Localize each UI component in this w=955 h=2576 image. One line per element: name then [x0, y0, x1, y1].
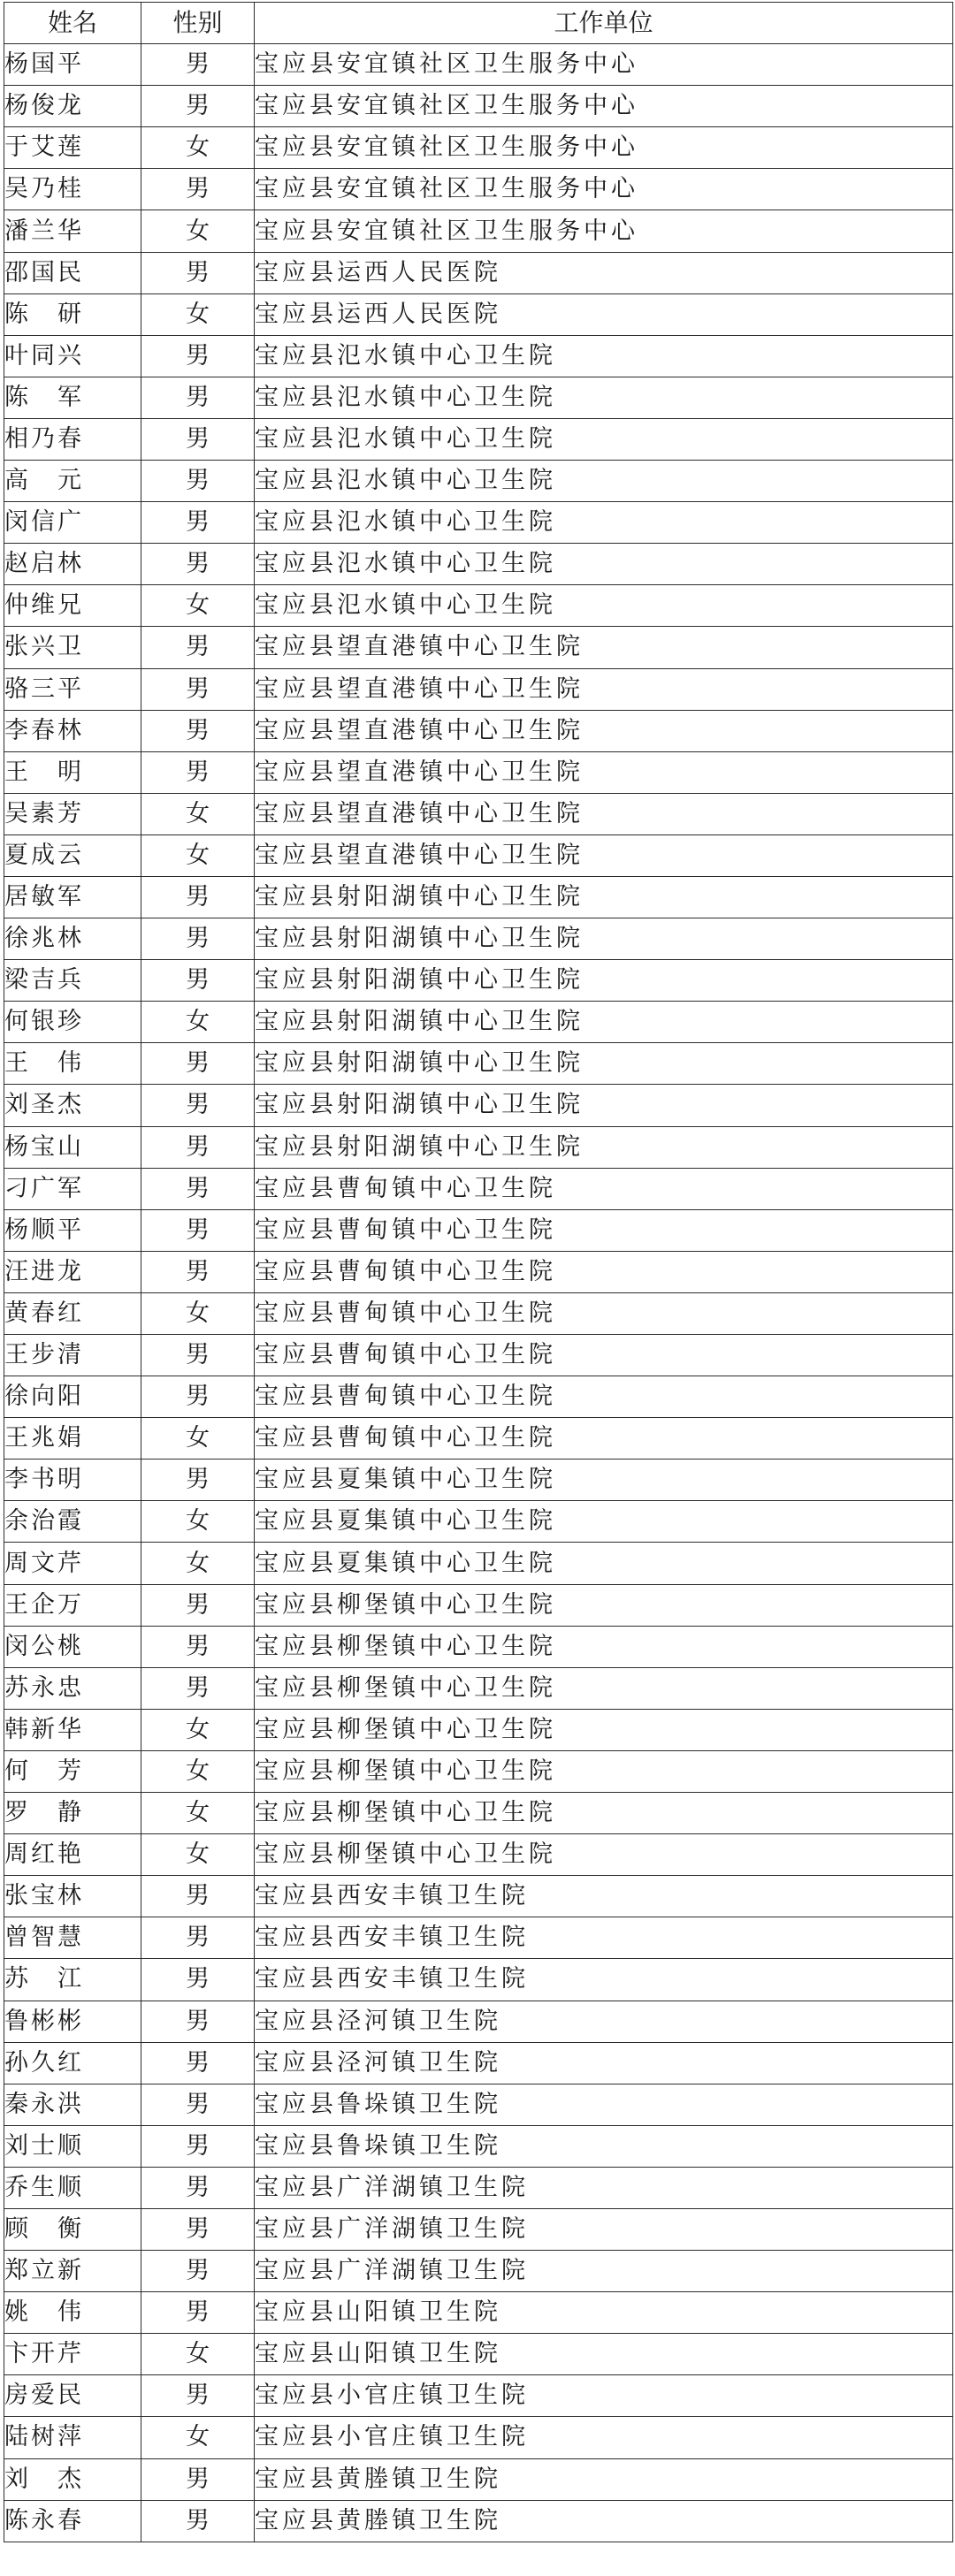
table-row [4, 502, 953, 544]
gender-cell: 男 [141, 502, 255, 544]
name-cell: 闵公桃 [4, 1626, 141, 1667]
table-row [4, 1959, 953, 2001]
unit-cell: 宝应县柳堡镇中心卫生院 [255, 1750, 953, 1792]
gender-cell: 女 [141, 1793, 255, 1834]
table-header [4, 3, 953, 44]
gender-cell: 男 [141, 2458, 255, 2500]
name-cell: 乔生顺 [4, 2167, 141, 2208]
unit-cell: 宝应县西安丰镇卫生院 [255, 1876, 953, 1917]
gender-cell: 女 [141, 1418, 255, 1459]
name-cell: 周红艳 [4, 1834, 141, 1876]
unit-cell: 宝应县氾水镇中心卫生院 [255, 544, 953, 585]
table-row [4, 335, 953, 377]
table-row [4, 1459, 953, 1501]
unit-cell: 宝应县曹甸镇中心卫生院 [255, 1209, 953, 1251]
gender-cell: 女 [141, 210, 255, 252]
table-row [4, 1501, 953, 1543]
gender-cell: 男 [141, 918, 255, 960]
name-cell: 王兆娟 [4, 1418, 141, 1459]
table-row [4, 1085, 953, 1126]
gender-cell: 女 [141, 1709, 255, 1750]
table-row [4, 2042, 953, 2084]
gender-cell: 男 [141, 2084, 255, 2125]
name-cell: 吴素芳 [4, 793, 141, 835]
table-row [4, 835, 953, 876]
name-cell: 何 芳 [4, 1750, 141, 1792]
table-row [4, 210, 953, 252]
unit-cell: 宝应县夏集镇中心卫生院 [255, 1543, 953, 1584]
table-row [4, 793, 953, 835]
table-row [4, 2458, 953, 2500]
table-row [4, 1209, 953, 1251]
table-row [4, 169, 953, 210]
gender-cell: 男 [141, 1126, 255, 1168]
name-cell: 于艾莲 [4, 127, 141, 169]
gender-cell: 男 [141, 418, 255, 460]
gender-cell: 男 [141, 2167, 255, 2208]
gender-cell: 男 [141, 1917, 255, 1959]
table-row [4, 2001, 953, 2042]
name-cell: 鲁彬彬 [4, 2001, 141, 2042]
gender-cell: 男 [141, 169, 255, 210]
table-row [4, 2375, 953, 2417]
table-row [4, 2334, 953, 2375]
table-row [4, 751, 953, 793]
gender-cell: 男 [141, 2125, 255, 2167]
name-cell: 陈 军 [4, 377, 141, 418]
name-cell: 陆树萍 [4, 2417, 141, 2458]
table-row [4, 86, 953, 127]
gender-cell: 女 [141, 1834, 255, 1876]
gender-cell: 女 [141, 1750, 255, 1792]
table-row [4, 2125, 953, 2167]
name-cell: 梁吉兵 [4, 960, 141, 1002]
unit-cell: 宝应县射阳湖镇中心卫生院 [255, 918, 953, 960]
table-body [4, 44, 953, 2542]
unit-cell: 宝应县安宜镇社区卫生服务中心 [255, 86, 953, 127]
unit-cell: 宝应县射阳湖镇中心卫生院 [255, 1043, 953, 1085]
gender-cell: 男 [141, 1626, 255, 1667]
gender-cell: 男 [141, 2001, 255, 2042]
unit-cell: 宝应县鲁垛镇卫生院 [255, 2084, 953, 2125]
name-cell: 张兴卫 [4, 627, 141, 668]
name-cell: 杨宝山 [4, 1126, 141, 1168]
name-cell: 王 明 [4, 751, 141, 793]
gender-cell: 男 [141, 1376, 255, 1418]
unit-cell: 宝应县氾水镇中心卫生院 [255, 585, 953, 627]
table-row [4, 1626, 953, 1667]
unit-cell: 宝应县鲁垛镇卫生院 [255, 2125, 953, 2167]
table-row [4, 2417, 953, 2458]
unit-cell: 宝应县氾水镇中心卫生院 [255, 377, 953, 418]
name-cell: 刁广军 [4, 1168, 141, 1209]
name-cell: 杨俊龙 [4, 86, 141, 127]
gender-cell: 男 [141, 252, 255, 293]
table-row [4, 2167, 953, 2208]
table-row [4, 293, 953, 335]
gender-cell: 男 [141, 335, 255, 377]
header-name: 姓名 [4, 3, 141, 44]
unit-cell: 宝应县曹甸镇中心卫生院 [255, 1376, 953, 1418]
table-row [4, 876, 953, 918]
gender-cell: 女 [141, 1002, 255, 1043]
unit-cell: 宝应县望直港镇中心卫生院 [255, 793, 953, 835]
name-cell: 徐兆林 [4, 918, 141, 960]
table-row [4, 1793, 953, 1834]
table-row [4, 585, 953, 627]
name-cell: 苏 江 [4, 1959, 141, 2001]
table-row [4, 668, 953, 710]
gender-cell: 男 [141, 544, 255, 585]
unit-cell: 宝应县望直港镇中心卫生院 [255, 668, 953, 710]
name-cell: 徐向阳 [4, 1376, 141, 1418]
name-cell: 曾智慧 [4, 1917, 141, 1959]
table-row [4, 2500, 953, 2542]
name-cell: 韩新华 [4, 1709, 141, 1750]
gender-cell: 男 [141, 960, 255, 1002]
unit-cell: 宝应县柳堡镇中心卫生院 [255, 1709, 953, 1750]
unit-cell: 宝应县曹甸镇中心卫生院 [255, 1168, 953, 1209]
unit-cell: 宝应县曹甸镇中心卫生院 [255, 1418, 953, 1459]
name-cell: 李春林 [4, 710, 141, 751]
unit-cell: 宝应县运西人民医院 [255, 293, 953, 335]
name-cell: 杨国平 [4, 44, 141, 86]
table-row [4, 1917, 953, 1959]
gender-cell: 女 [141, 2417, 255, 2458]
unit-cell: 宝应县曹甸镇中心卫生院 [255, 1292, 953, 1334]
gender-cell: 女 [141, 1501, 255, 1543]
gender-cell: 女 [141, 293, 255, 335]
unit-cell: 宝应县射阳湖镇中心卫生院 [255, 876, 953, 918]
table-row [4, 1584, 953, 1626]
name-cell: 叶同兴 [4, 335, 141, 377]
unit-cell: 宝应县射阳湖镇中心卫生院 [255, 1002, 953, 1043]
gender-cell: 男 [141, 1168, 255, 1209]
unit-cell: 宝应县射阳湖镇中心卫生院 [255, 1126, 953, 1168]
gender-cell: 男 [141, 1876, 255, 1917]
name-cell: 李书明 [4, 1459, 141, 1501]
unit-cell: 宝应县柳堡镇中心卫生院 [255, 1667, 953, 1709]
name-cell: 苏永忠 [4, 1667, 141, 1709]
table-row [4, 1251, 953, 1292]
gender-cell: 男 [141, 1335, 255, 1376]
unit-cell: 宝应县夏集镇中心卫生院 [255, 1501, 953, 1543]
table-row [4, 1418, 953, 1459]
unit-cell: 宝应县山阳镇卫生院 [255, 2334, 953, 2375]
unit-cell: 宝应县广洋湖镇卫生院 [255, 2251, 953, 2292]
table-row [4, 418, 953, 460]
gender-cell: 男 [141, 2292, 255, 2334]
table-row [4, 44, 953, 86]
unit-cell: 宝应县黄塍镇卫生院 [255, 2500, 953, 2542]
unit-cell: 宝应县氾水镇中心卫生院 [255, 335, 953, 377]
table-row [4, 1002, 953, 1043]
gender-cell: 男 [141, 1251, 255, 1292]
table-row [4, 1168, 953, 1209]
name-cell: 邵国民 [4, 252, 141, 293]
unit-cell: 宝应县曹甸镇中心卫生院 [255, 1251, 953, 1292]
name-cell: 何银珍 [4, 1002, 141, 1043]
name-cell: 王 伟 [4, 1043, 141, 1085]
unit-cell: 宝应县柳堡镇中心卫生院 [255, 1834, 953, 1876]
table-row [4, 1043, 953, 1085]
unit-cell: 宝应县射阳湖镇中心卫生院 [255, 1085, 953, 1126]
gender-cell: 男 [141, 668, 255, 710]
gender-cell: 女 [141, 793, 255, 835]
unit-cell: 宝应县广洋湖镇卫生院 [255, 2208, 953, 2250]
table-row [4, 960, 953, 1002]
unit-cell: 宝应县柳堡镇中心卫生院 [255, 1626, 953, 1667]
unit-cell: 宝应县安宜镇社区卫生服务中心 [255, 127, 953, 169]
unit-cell: 宝应县安宜镇社区卫生服务中心 [255, 169, 953, 210]
table-row [4, 1709, 953, 1750]
unit-cell: 宝应县广洋湖镇卫生院 [255, 2167, 953, 2208]
name-cell: 余治霞 [4, 1501, 141, 1543]
name-cell: 仲维兄 [4, 585, 141, 627]
unit-cell: 宝应县运西人民医院 [255, 252, 953, 293]
gender-cell: 男 [141, 710, 255, 751]
name-cell: 周文芹 [4, 1543, 141, 1584]
table-row [4, 1750, 953, 1792]
name-cell: 相乃春 [4, 418, 141, 460]
table-row [4, 1834, 953, 1876]
name-cell: 顾 衡 [4, 2208, 141, 2250]
unit-cell: 宝应县望直港镇中心卫生院 [255, 710, 953, 751]
gender-cell: 男 [141, 2500, 255, 2542]
table-row [4, 544, 953, 585]
name-cell: 杨顺平 [4, 1209, 141, 1251]
table-row [4, 252, 953, 293]
name-cell: 夏成云 [4, 835, 141, 876]
unit-cell: 宝应县泾河镇卫生院 [255, 2042, 953, 2084]
name-cell: 黄春红 [4, 1292, 141, 1334]
roster-table [4, 2, 953, 2542]
name-cell: 刘士顺 [4, 2125, 141, 2167]
unit-cell: 宝应县柳堡镇中心卫生院 [255, 1793, 953, 1834]
gender-cell: 男 [141, 2375, 255, 2417]
name-cell: 房爱民 [4, 2375, 141, 2417]
name-cell: 居敏军 [4, 876, 141, 918]
gender-cell: 男 [141, 1209, 255, 1251]
name-cell: 卞开芹 [4, 2334, 141, 2375]
unit-cell: 宝应县射阳湖镇中心卫生院 [255, 960, 953, 1002]
table-row [4, 2292, 953, 2334]
gender-cell: 男 [141, 86, 255, 127]
unit-cell: 宝应县小官庄镇卫生院 [255, 2417, 953, 2458]
gender-cell: 男 [141, 627, 255, 668]
table-row [4, 627, 953, 668]
name-cell: 吴乃桂 [4, 169, 141, 210]
unit-cell: 宝应县望直港镇中心卫生院 [255, 751, 953, 793]
name-cell: 高 元 [4, 461, 141, 502]
unit-cell: 宝应县夏集镇中心卫生院 [255, 1459, 953, 1501]
gender-cell: 男 [141, 1043, 255, 1085]
table-row [4, 1335, 953, 1376]
name-cell: 刘圣杰 [4, 1085, 141, 1126]
gender-cell: 女 [141, 835, 255, 876]
unit-cell: 宝应县曹甸镇中心卫生院 [255, 1335, 953, 1376]
table-row [4, 918, 953, 960]
gender-cell: 男 [141, 1667, 255, 1709]
unit-cell: 宝应县山阳镇卫生院 [255, 2292, 953, 2334]
name-cell: 孙久红 [4, 2042, 141, 2084]
gender-cell: 男 [141, 1459, 255, 1501]
name-cell: 姚 伟 [4, 2292, 141, 2334]
name-cell: 汪进龙 [4, 1251, 141, 1292]
table-row [4, 1667, 953, 1709]
gender-cell: 男 [141, 377, 255, 418]
unit-cell: 宝应县泾河镇卫生院 [255, 2001, 953, 2042]
unit-cell: 宝应县西安丰镇卫生院 [255, 1959, 953, 2001]
header-gender: 性别 [141, 3, 255, 44]
table-row [4, 1543, 953, 1584]
gender-cell: 女 [141, 585, 255, 627]
gender-cell: 男 [141, 2251, 255, 2292]
gender-cell: 男 [141, 1085, 255, 1126]
unit-cell: 宝应县望直港镇中心卫生院 [255, 835, 953, 876]
table-row [4, 710, 953, 751]
gender-cell: 男 [141, 461, 255, 502]
unit-cell: 宝应县西安丰镇卫生院 [255, 1917, 953, 1959]
header-unit: 工作单位 [255, 3, 953, 44]
unit-cell: 宝应县小官庄镇卫生院 [255, 2375, 953, 2417]
name-cell: 陈 研 [4, 293, 141, 335]
unit-cell: 宝应县氾水镇中心卫生院 [255, 418, 953, 460]
table-row [4, 1376, 953, 1418]
name-cell: 张宝林 [4, 1876, 141, 1917]
gender-cell: 女 [141, 1292, 255, 1334]
name-cell: 潘兰华 [4, 210, 141, 252]
unit-cell: 宝应县黄塍镇卫生院 [255, 2458, 953, 2500]
gender-cell: 女 [141, 1543, 255, 1584]
table-row [4, 2208, 953, 2250]
header-row [4, 3, 953, 44]
name-cell: 郑立新 [4, 2251, 141, 2292]
gender-cell: 男 [141, 44, 255, 86]
name-cell: 陈永春 [4, 2500, 141, 2542]
table-row [4, 1292, 953, 1334]
table-row [4, 1876, 953, 1917]
table-row [4, 127, 953, 169]
table-row [4, 2251, 953, 2292]
gender-cell: 男 [141, 1584, 255, 1626]
unit-cell: 宝应县氾水镇中心卫生院 [255, 461, 953, 502]
name-cell: 刘 杰 [4, 2458, 141, 2500]
table-row [4, 1126, 953, 1168]
unit-cell: 宝应县安宜镇社区卫生服务中心 [255, 44, 953, 86]
name-cell: 骆三平 [4, 668, 141, 710]
name-cell: 赵启林 [4, 544, 141, 585]
name-cell: 罗 静 [4, 1793, 141, 1834]
gender-cell: 男 [141, 2042, 255, 2084]
name-cell: 闵信广 [4, 502, 141, 544]
gender-cell: 女 [141, 2334, 255, 2375]
unit-cell: 宝应县柳堡镇中心卫生院 [255, 1584, 953, 1626]
name-cell: 王企万 [4, 1584, 141, 1626]
unit-cell: 宝应县安宜镇社区卫生服务中心 [255, 210, 953, 252]
table-row [4, 2084, 953, 2125]
name-cell: 王步清 [4, 1335, 141, 1376]
unit-cell: 宝应县氾水镇中心卫生院 [255, 502, 953, 544]
gender-cell: 男 [141, 1959, 255, 2001]
table-row [4, 377, 953, 418]
table-row [4, 461, 953, 502]
unit-cell: 宝应县望直港镇中心卫生院 [255, 627, 953, 668]
gender-cell: 男 [141, 2208, 255, 2250]
gender-cell: 男 [141, 751, 255, 793]
gender-cell: 女 [141, 127, 255, 169]
gender-cell: 男 [141, 876, 255, 918]
name-cell: 秦永洪 [4, 2084, 141, 2125]
